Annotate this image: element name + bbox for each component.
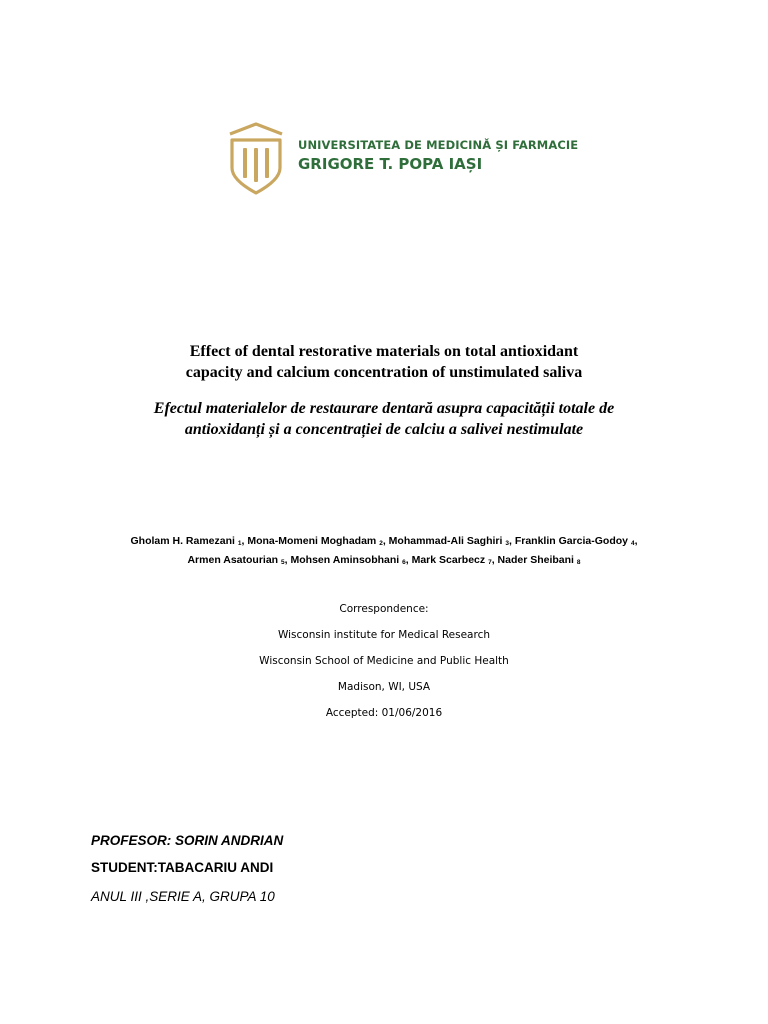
author-separator: , xyxy=(284,554,291,566)
author-affiliation: 8 xyxy=(576,559,581,566)
author-name: Armen Asatourian xyxy=(187,554,279,566)
author-name: Mark Scarbecz xyxy=(411,554,486,566)
title-english xyxy=(80,341,688,383)
author-affiliation: 6 xyxy=(402,559,406,566)
university-logo-icon xyxy=(226,122,286,196)
accepted-date: Accepted: 01/06/2016 xyxy=(325,707,443,719)
group-line: ANUL III ,SERIE A, GRUPA 10 xyxy=(91,889,275,904)
author-separator: , xyxy=(508,535,515,547)
correspondence-institute: Wisconsin institute for Medical Research xyxy=(277,629,491,641)
correspondence-location: Madison, WI, USA xyxy=(337,681,431,693)
author-name: Franklin Garcia-Godoy xyxy=(514,535,629,547)
title-romanian-line1: Efectul materialelor de restaurare dentară asupra capacității totale de xyxy=(153,400,615,417)
author-affiliation: 7 xyxy=(488,559,492,566)
title-romanian xyxy=(80,398,688,440)
title-english-line1: Effect of dental restorative materials on total antioxidant xyxy=(189,343,579,360)
author-name: Mona-Momeni Moghadam xyxy=(247,535,377,547)
author-separator: , xyxy=(634,535,638,547)
author-separator: , xyxy=(382,535,389,547)
author-name: Mohsen Aminsobhani xyxy=(290,554,400,566)
professor-line: PROFESOR: SORIN ANDRIAN xyxy=(91,833,284,848)
student-line: STUDENT:TABACARIU ANDI xyxy=(91,860,274,875)
author-list xyxy=(60,533,708,571)
author-affiliation: 1 xyxy=(237,540,242,547)
author-separator: , xyxy=(491,554,498,566)
author-affiliation: 2 xyxy=(379,540,383,547)
author-affiliation: 3 xyxy=(505,540,509,547)
author-line-2 xyxy=(60,552,708,571)
correspondence-label: Correspondence: xyxy=(339,603,429,615)
correspondence-school: Wisconsin School of Medicine and Public Health xyxy=(259,655,509,667)
author-affiliation: 4 xyxy=(630,540,635,547)
author-separator: , xyxy=(241,535,248,547)
author-name: Nader Sheibani xyxy=(497,554,574,566)
title-romanian-line2: antioxidanți și a concentrației de calciu a salivei nestimulate xyxy=(184,421,584,438)
author-line-1 xyxy=(60,533,708,552)
author-name: Gholam H. Ramezani xyxy=(130,535,235,547)
author-name: Mohammad-Ali Saghiri xyxy=(388,535,503,547)
university-name xyxy=(298,137,578,175)
university-name-line2: GRIGORE T. POPA IAȘI xyxy=(298,155,483,173)
author-separator: , xyxy=(405,554,412,566)
university-name-line1: UNIVERSITATEA DE MEDICINĂ ȘI FARMACIE xyxy=(298,138,579,152)
title-english-line2: capacity and calcium concentration of unstimulated saliva xyxy=(185,364,583,381)
author-affiliation: 5 xyxy=(281,559,285,566)
